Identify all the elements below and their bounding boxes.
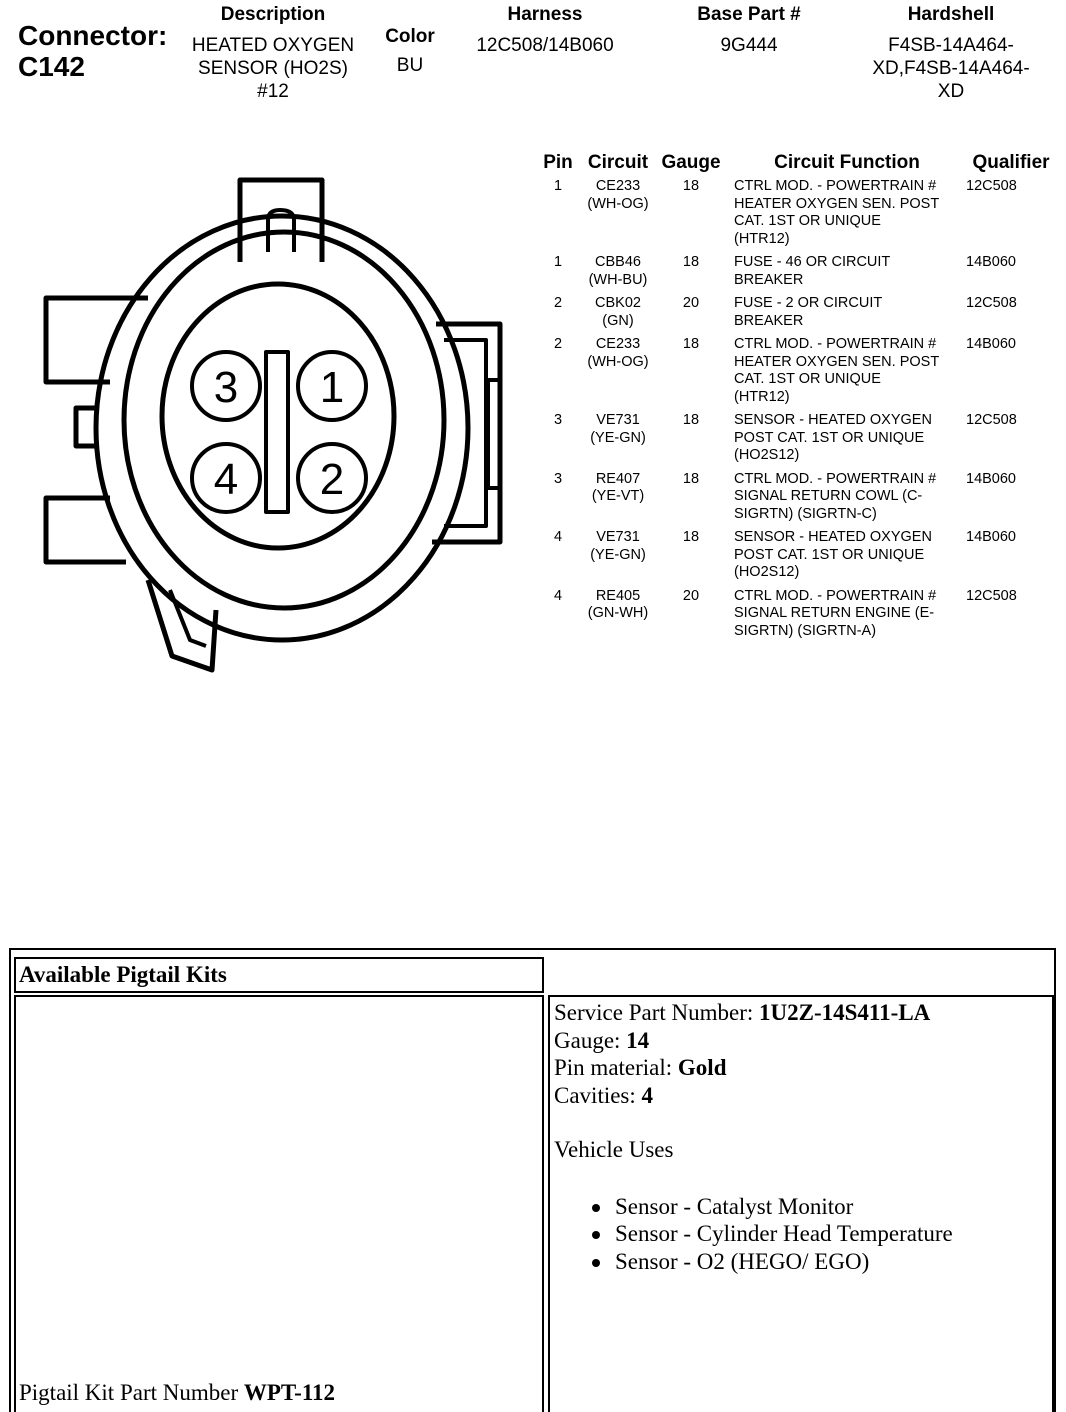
header-circuit: Circuit: [587, 152, 649, 173]
function-cell-line: FUSE - 46 OR CIRCUIT: [734, 254, 891, 270]
circuit-cell: [582, 336, 654, 412]
pin-label-3: 3: [213, 363, 239, 412]
circuit-cell: [582, 295, 654, 336]
pin-table-header: [534, 152, 1056, 178]
circuit-cell: [582, 254, 654, 295]
table-row: [534, 529, 1056, 588]
pigtail-image-cell: [14, 995, 544, 1412]
table-row: [534, 471, 1056, 530]
hardshell-column: [860, 4, 1042, 103]
color-heading: Color: [385, 26, 435, 47]
description-column: [178, 4, 368, 103]
circuit-cell-line: CBB46: [595, 254, 641, 270]
base-part-value: 9G444: [720, 35, 778, 56]
function-cell: [728, 254, 966, 295]
connector-face-diagram: [40, 170, 510, 680]
connector-label-text: Connector:: [18, 20, 168, 51]
pin-cell: 1: [553, 178, 563, 194]
vehicle-use-text: Sensor - Catalyst Monitor: [615, 1193, 854, 1219]
function-cell-line: CTRL MOD. - POWERTRAIN #: [734, 587, 937, 604]
base-part-column: [682, 4, 816, 57]
gauge-cell: 20: [682, 587, 700, 604]
pin-material-label: Pin material:: [554, 1055, 678, 1080]
harness-value: 12C508/14B060: [476, 35, 614, 56]
qualifier-cell: 14B060: [966, 529, 1016, 545]
right-latch-inner: [444, 340, 486, 526]
circuit-cell: [582, 588, 654, 647]
gauge-cell: 20: [682, 295, 700, 311]
function-cell-line: FUSE - 2 OR CIRCUIT: [734, 295, 883, 311]
gauge-cell: 18: [682, 254, 700, 270]
pigtail-title-right-cell: [548, 957, 1056, 993]
kit-part-label: Pigtail Kit Part Number: [19, 1380, 244, 1405]
service-part-label: Service Part Number:: [554, 1000, 760, 1025]
pin-cell: 3: [553, 470, 563, 487]
pigtail-info-cell: [548, 995, 1054, 1412]
circuit-cell-line: (GN): [602, 312, 634, 329]
pin-label-2: 2: [319, 455, 345, 504]
header-function: Circuit Function: [774, 152, 920, 173]
function-cell-line: SENSOR - HEATED OXYGEN: [734, 412, 932, 428]
gauge-value: 14: [626, 1027, 650, 1053]
bullet-icon: [592, 1204, 600, 1212]
function-cell-line: SIGRTN) (SIGRTN-C): [734, 505, 877, 522]
description-value: [178, 34, 368, 103]
vehicle-use-text: Sensor - Cylinder Head Temperature: [615, 1221, 953, 1246]
gauge-cell: 18: [682, 529, 700, 545]
hardshell-line: XD: [937, 81, 965, 102]
pigtail-info: [554, 999, 953, 1275]
connector-id: C142: [18, 51, 85, 82]
vehicle-uses-list: [554, 1193, 953, 1276]
function-cell: [728, 178, 966, 254]
function-cell: [728, 529, 966, 588]
circuit-cell-line: VE731: [596, 412, 640, 428]
vehicle-use-item: [554, 1248, 953, 1276]
table-row: [534, 178, 1056, 254]
pin-material-row: [554, 1054, 953, 1082]
vehicle-use-text: Sensor - O2 (HEGO/ EGO): [615, 1248, 870, 1274]
hardshell-line: F4SB-14A464-: [888, 35, 1014, 56]
function-cell-line: (HO2S12): [734, 447, 800, 463]
qualifier-cell: 12C508: [966, 178, 1017, 194]
bullet-icon: [592, 1259, 600, 1267]
function-cell-line: POST CAT. 1ST OR UNIQUE: [734, 546, 925, 563]
cavities-row: [554, 1082, 953, 1110]
color-column: [378, 26, 442, 77]
qualifier-cell: 14B060: [966, 470, 1016, 487]
cavities-label: Cavities:: [554, 1082, 642, 1108]
gauge-cell: 18: [682, 178, 700, 194]
pin-material-value: Gold: [677, 1055, 727, 1080]
description-line: HEATED OXYGEN: [191, 35, 355, 56]
function-cell-line: BREAKER: [734, 312, 804, 329]
circuit-cell-line: (YE-VT): [591, 488, 645, 504]
circuit-cell-line: CE233: [595, 336, 641, 352]
function-cell: [728, 336, 966, 412]
harness-column: [460, 4, 630, 57]
function-cell-line: CTRL MOD. - POWERTRAIN #: [734, 470, 937, 487]
circuit-cell-line: CE233: [595, 178, 641, 194]
function-cell: [728, 412, 966, 471]
function-cell: [728, 295, 966, 336]
qualifier-cell: 12C508: [966, 412, 1017, 428]
connector-label: [18, 20, 167, 82]
qualifier-cell: 14B060: [966, 336, 1016, 352]
pin-table: [534, 152, 1056, 646]
pin-label-4: 4: [213, 455, 239, 504]
function-cell-line: HEATER OXYGEN SEN. POST: [734, 353, 940, 370]
hardshell-line: XD,F4SB-14A464-: [872, 58, 1030, 79]
pin-cell: 4: [553, 587, 563, 604]
circuit-cell-line: VE731: [596, 529, 640, 545]
function-cell: [728, 588, 966, 647]
pin-cell: 1: [553, 254, 563, 270]
circuit-cell-line: CBK02: [595, 295, 641, 311]
function-cell-line: (HTR12): [734, 230, 790, 247]
qualifier-cell: 12C508: [966, 587, 1017, 604]
harness-heading: Harness: [507, 4, 583, 25]
pin-cell: 4: [553, 529, 563, 545]
pigtail-title-cell: [14, 957, 544, 993]
cavities-value: 4: [641, 1082, 654, 1108]
circuit-cell-line: (GN-WH): [587, 605, 649, 621]
gauge-cell: 18: [682, 412, 700, 428]
function-cell-line: SIGNAL RETURN COWL (C-: [734, 488, 923, 504]
qualifier-cell: 12C508: [966, 295, 1017, 311]
kit-part-value: WPT-112: [243, 1380, 336, 1405]
vehicle-use-item: [554, 1193, 953, 1221]
service-part-row: [554, 999, 953, 1027]
table-row: [534, 336, 1056, 412]
pin-table-body: [534, 178, 1056, 646]
hardshell-heading: Hardshell: [907, 4, 995, 25]
center-divider: [266, 352, 288, 512]
circuit-cell-line: RE407: [595, 470, 641, 487]
description-heading: Description: [220, 4, 326, 25]
inner-cavity: [162, 284, 394, 548]
gauge-cell: 18: [682, 336, 700, 352]
right-latch-bar: [488, 380, 500, 488]
circuit-cell-line: (YE-GN): [590, 546, 646, 563]
function-cell-line: CAT. 1ST OR UNIQUE: [734, 213, 881, 229]
header-pin: Pin: [543, 152, 573, 173]
circuit-cell-line: (WH-BU): [588, 271, 648, 288]
gauge-label: Gauge:: [554, 1027, 627, 1053]
base-part-heading: Base Part #: [697, 4, 801, 25]
circuit-cell-line: RE405: [595, 587, 641, 604]
circuit-cell-line: (YE-GN): [590, 429, 646, 446]
table-row: [534, 412, 1056, 471]
color-value: BU: [396, 55, 424, 76]
function-cell-line: BREAKER: [734, 271, 804, 288]
circuit-cell: [582, 412, 654, 471]
function-cell-line: (HTR12): [734, 388, 790, 405]
function-cell-line: CAT. 1ST OR UNIQUE: [734, 371, 881, 387]
circuit-cell: [582, 471, 654, 530]
circuit-cell-line: (WH-OG): [587, 353, 649, 370]
function-cell: [728, 471, 966, 530]
function-cell-line: HEATER OXYGEN SEN. POST: [734, 195, 940, 212]
header-qualifier: Qualifier: [972, 152, 1050, 173]
pin-cell: 3: [553, 412, 563, 428]
table-row: [534, 588, 1056, 647]
function-cell-line: CTRL MOD. - POWERTRAIN #: [734, 336, 937, 352]
outer-housing: [96, 216, 468, 640]
left-small-tab: [76, 408, 96, 446]
circuit-cell-line: (WH-OG): [587, 195, 649, 212]
function-cell-line: SIGNAL RETURN ENGINE (E-: [734, 605, 935, 621]
service-part-value: 1U2Z-14S411-LA: [759, 1000, 931, 1025]
vehicle-uses-title: Vehicle Uses: [554, 1137, 674, 1162]
bullet-icon: [592, 1231, 600, 1239]
function-cell-line: (HO2S12): [734, 564, 800, 580]
circuit-cell: [582, 529, 654, 588]
function-cell-line: SENSOR - HEATED OXYGEN: [734, 529, 932, 545]
hardshell-value: [860, 34, 1042, 103]
pigtail-kit-part-number: [19, 1380, 335, 1406]
function-cell-line: CTRL MOD. - POWERTRAIN #: [734, 178, 937, 194]
pin-label-1: 1: [319, 363, 345, 412]
table-row: [534, 254, 1056, 295]
header-gauge: Gauge: [661, 152, 721, 173]
description-line: #12: [257, 81, 289, 102]
vehicle-use-item: [554, 1220, 953, 1248]
description-line: SENSOR (HO2S): [198, 58, 348, 79]
pin-cell: 2: [553, 295, 563, 311]
pin-cell: 2: [553, 336, 563, 352]
qualifier-cell: 14B060: [966, 254, 1016, 270]
function-cell-line: POST CAT. 1ST OR UNIQUE: [734, 429, 925, 446]
circuit-cell: [582, 178, 654, 254]
function-cell-line: SIGRTN) (SIGRTN-A): [734, 622, 877, 639]
left-latch-upper: [46, 298, 148, 382]
table-row: [534, 295, 1056, 336]
pigtail-title: Available Pigtail Kits: [19, 962, 227, 987]
gauge-row: [554, 1027, 953, 1055]
gauge-cell: 18: [682, 470, 700, 487]
left-latch-lower: [46, 498, 126, 562]
